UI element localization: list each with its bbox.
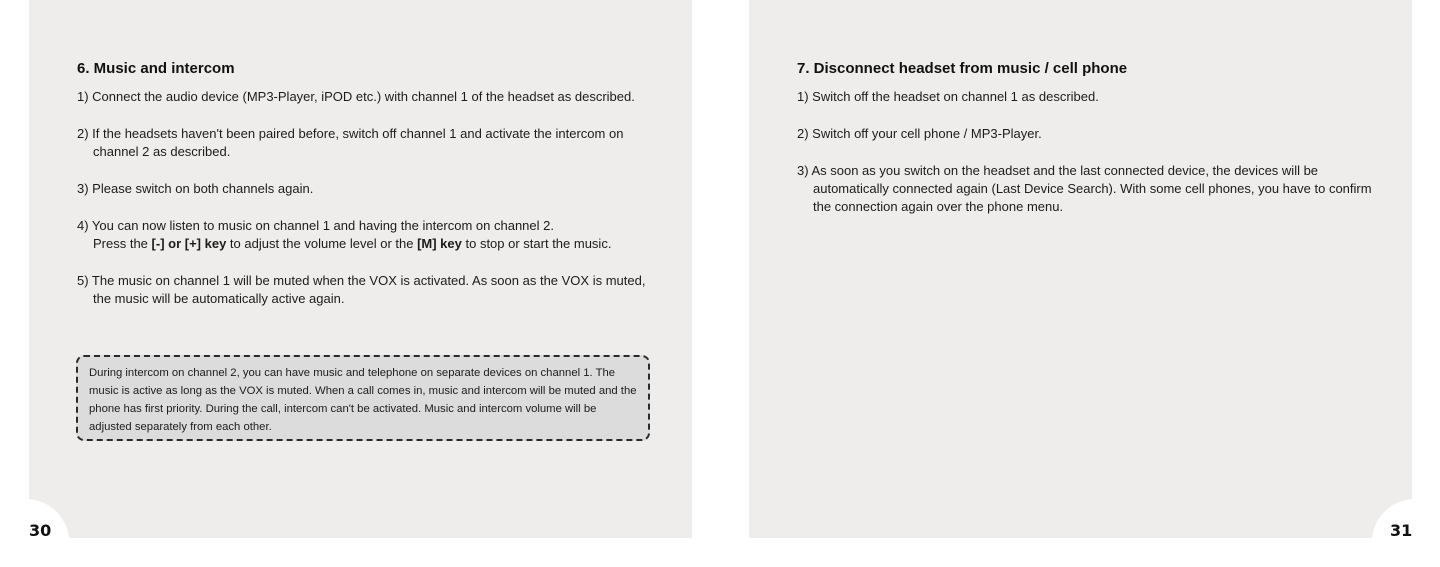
left-page-content [77,59,667,327]
step-4-end: to stop or start the music. [461,236,612,251]
step-1: 1) Switch off the headset on channel 1 as described. [797,89,1099,104]
section-heading-disconnect: 7. Disconnect headset from music / cell phone [797,60,1128,77]
m-key-label: [M] key [417,236,462,251]
step-2: 2) If the headsets haven't been paired before, switch off channel 1 and activate the intercom on channel 2 as described. [77,126,624,159]
step-5: 5) The music on channel 1 will be muted when the VOX is activated. As soon as the VOX is muted, the music will be automatically active again. [77,273,646,306]
right-page-number: 31 [1390,521,1413,540]
step-3: 3) Please switch on both channels again. [77,181,314,196]
step-1: 1) Connect the audio device (MP3-Player, iPOD etc.) with channel 1 of the headset as described. [77,89,635,104]
right-page-content [797,59,1377,235]
section-heading-music-intercom: 6. Music and intercom [77,60,235,77]
info-note-box: During intercom on channel 2, you can have music and telephone on separate devices on channel 1. The music is active as long as the VOX is muted. When a call comes in, music and intercom will be muted and the phone has first priority. During the call, intercom can't be activated. Music and intercom volume will be adjusted separately from each other. [76,355,650,441]
left-page-number: 30 [29,521,52,540]
step-4-middle: to adjust the volume level or the [226,236,418,251]
volume-key-label: [-] or [+] key [151,236,227,251]
step-4-press: Press the [93,236,152,251]
step-4-line-1: 4) You can now listen to music on channel 1 and having the intercom on channel 2. [77,218,554,233]
step-4 [77,217,667,253]
step-2: 2) Switch off your cell phone / MP3-Player. [797,126,1042,141]
step-3: 3) As soon as you switch on the headset and the last connected device, the devices will be automatically connected again (Last Device Search). With some cell phones, you have to confirm the connection again over the phone menu. [797,163,1372,214]
